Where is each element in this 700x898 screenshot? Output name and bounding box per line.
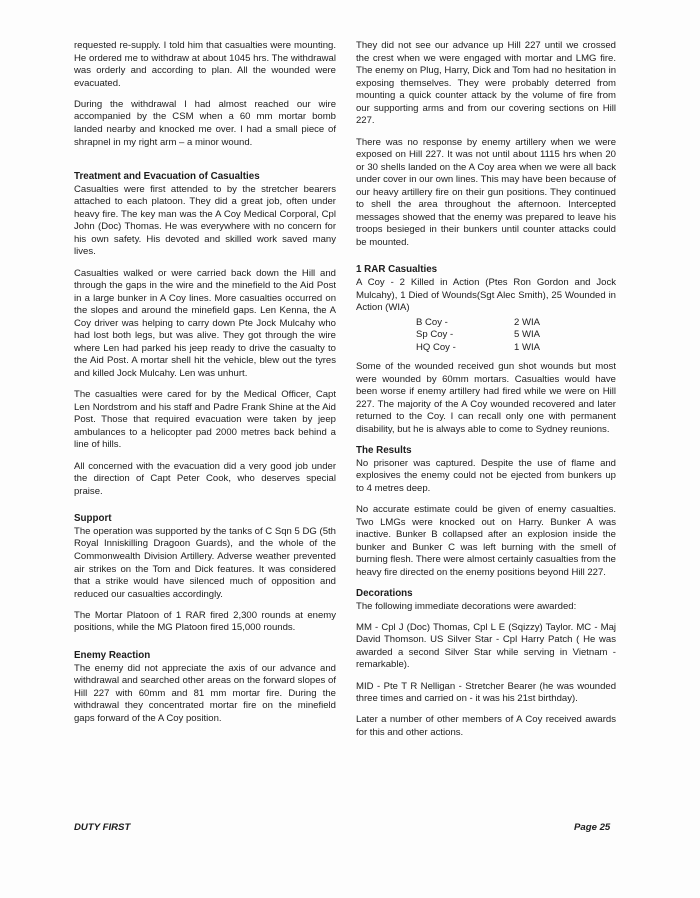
- paragraph: Later a number of other members of A Coy received awards for this and other actions.: [356, 714, 616, 738]
- section-heading-results: The Results: [356, 445, 412, 457]
- paragraph: They did not see our advance up Hill 227 until we crossed the crest when we were engaged with mortar and LMG fire. The enemy on Plug, Harry, Dick and Tom had no hesitation in exposing themselves. They were probably deterred from mounting a quick counter attack by the volume of fire from our supporting arms and from our covering sections on Hill 227.: [356, 40, 616, 127]
- paragraph: A Coy - 2 Killed in Action (Ptes Ron Gordon and Jock Mulcahy), 1 Died of Wounds(Sgt Alec Smith), 25 Wounded in Action (WIA): [356, 277, 616, 314]
- paragraph: All concerned with the evacuation did a very good job under the direction of Capt Peter Cook, who deserves special praise.: [74, 460, 336, 497]
- paragraph: No accurate estimate could be given of enemy casualties. Two LMGs were knocked out on Harry. Bunker A was inactive. Bunker B collapsed after an explosion inside the bunker and Bunker C was left burning with the smell of burning flesh. There were almost certainly casualties from the heavy fire directed on the enemy positions beyond Hill 227.: [356, 503, 616, 578]
- section-heading-enemy-reaction: Enemy Reaction: [74, 649, 151, 661]
- left-column: [74, 40, 336, 734]
- paragraph: During the withdrawal I had almost reached our wire accompanied by the CSM when a 60 mm mortar bomb landed nearby and knocked me over. I had a small piece of shrapnel in my right arm – a minor wound.: [74, 98, 336, 148]
- table-cell-count: 2 WIA: [514, 316, 540, 328]
- table-row: [416, 329, 540, 342]
- paragraph: No prisoner was captured. Despite the use of flame and explosives the enemy could not be ejected from bunkers up to 4 metres deep.: [356, 457, 616, 494]
- table-row: [416, 317, 540, 330]
- paragraph: The enemy did not appreciate the axis of our advance and withdrawal and searched other areas on the forward slopes of Hill 227 with 60mm and 81 mm mortar fire. During the withdrawal they concentrated mortar fire on the minefield gaps forward of the A Coy position.: [74, 662, 336, 724]
- table-cell-count: 5 WIA: [514, 329, 540, 341]
- paragraph: The operation was supported by the tanks of C Sqn 5 DG (5th Royal Inniskilling Dragoon Guards), and the whole of the Commonwealth Division Artillery. Adverse weather prevented air strikes on the Tom and Dick features. It was considered that a strike would have silenced much of opposition and reduced our casualties accordingly.: [74, 525, 336, 600]
- footer-publication-title: DUTY FIRST: [74, 822, 131, 833]
- table-cell-unit: B Coy -: [416, 316, 448, 328]
- paragraph: The following immediate decorations were awarded:: [356, 600, 577, 612]
- section-heading-treatment: Treatment and Evacuation of Casualties: [74, 171, 260, 183]
- section-heading-decorations: Decorations: [356, 587, 413, 599]
- paragraph: The Mortar Platoon of 1 RAR fired 2,300 rounds at enemy positions, while the MG Platoon fired 15,000 rounds.: [74, 609, 336, 634]
- table-cell-unit: Sp Coy -: [416, 329, 454, 341]
- paragraph: Casualties walked or were carried back down the Hill and through the gaps in the wire and the minefield to the Aid Post in a large bunker in A Coy lines. More casualties occurred on the slopes and around the minefield gaps. Len Kenna, the A Coy driver was helping to carry down Pte Jock Mulcahy who had lost both legs, but was alive. They got through the wire where Len had parked his jeep ready to drive the casualty to the Aid Post. A mortar shell hit the vehicle, blew out the tyres and killed Jock Mulcahy. Len was unhurt.: [74, 267, 336, 379]
- section-heading-casualties: 1 RAR Casualties: [356, 264, 438, 276]
- paragraph: requested re-supply. I told him that casualties were mounting. He ordered me to withdraw at about 1045 hrs. The withdrawal was orderly and according to plan. All the wounded were evacuated.: [74, 40, 336, 89]
- paragraph: MM - Cpl J (Doc) Thomas, Cpl L E (Sqizzy) Taylor. MC - Maj David Thomson. US Silver Star - Cpl Harry Patch ( He was awarded a second Silver Star while serving in Vietnam - remarkable).: [356, 621, 616, 671]
- table-row: [416, 342, 540, 355]
- table-cell-count: 1 WIA: [514, 342, 540, 354]
- paragraph: Some of the wounded received gun shot wounds but most were wounded by 60mm mortars. Casualties would have been worse if enemy artillery had fired while we were on Hill 227. The majority of the A Coy wounded recovered and later returned to the Coy. I can recall only one with permanent disability, but he is always able to come to Sydney reunions.: [356, 361, 616, 435]
- paragraph: The casualties were cared for by the Medical Officer, Capt Len Nordstrom and his staff and Padre Frank Shine at the Aid Post. Those that required evacuation were taken by jeep ambulances to a helicopter pad 2000 metres back behind a line of hills.: [74, 389, 336, 451]
- right-column: [356, 40, 616, 748]
- footer-page-number: Page 25: [574, 822, 611, 833]
- section-heading-support: Support: [74, 513, 112, 525]
- paragraph: MID - Pte T R Nelligan - Stretcher Bearer (he was wounded three times and carried on - it was his 21st birthday).: [356, 680, 616, 705]
- paragraph: There was no response by enemy artillery when we were exposed on Hill 227. It was not until about 1115 hrs when 20 or 30 shells landed on the A Coy area when we were all back under cover in our own lines. This may have been because of our heavy artillery fire on their gun positions. They continued to shell the area throughout the afternoon. Intercepted messages showed that the enemy was prepared to leave his troops besieged in their bunkers until counter attacks could be mounted.: [356, 136, 616, 248]
- paragraph: Casualties were first attended to by the stretcher bearers attached to each platoon. They did a great job, often under heavy fire. The key man was the A Coy Medical Corporal, Cpl John (Doc) Thomas. He was everywhere with no concern for his own safety. His devoted and skilled work saved many lives.: [74, 183, 336, 258]
- casualty-table: [416, 317, 540, 355]
- table-cell-unit: HQ Coy -: [416, 342, 456, 354]
